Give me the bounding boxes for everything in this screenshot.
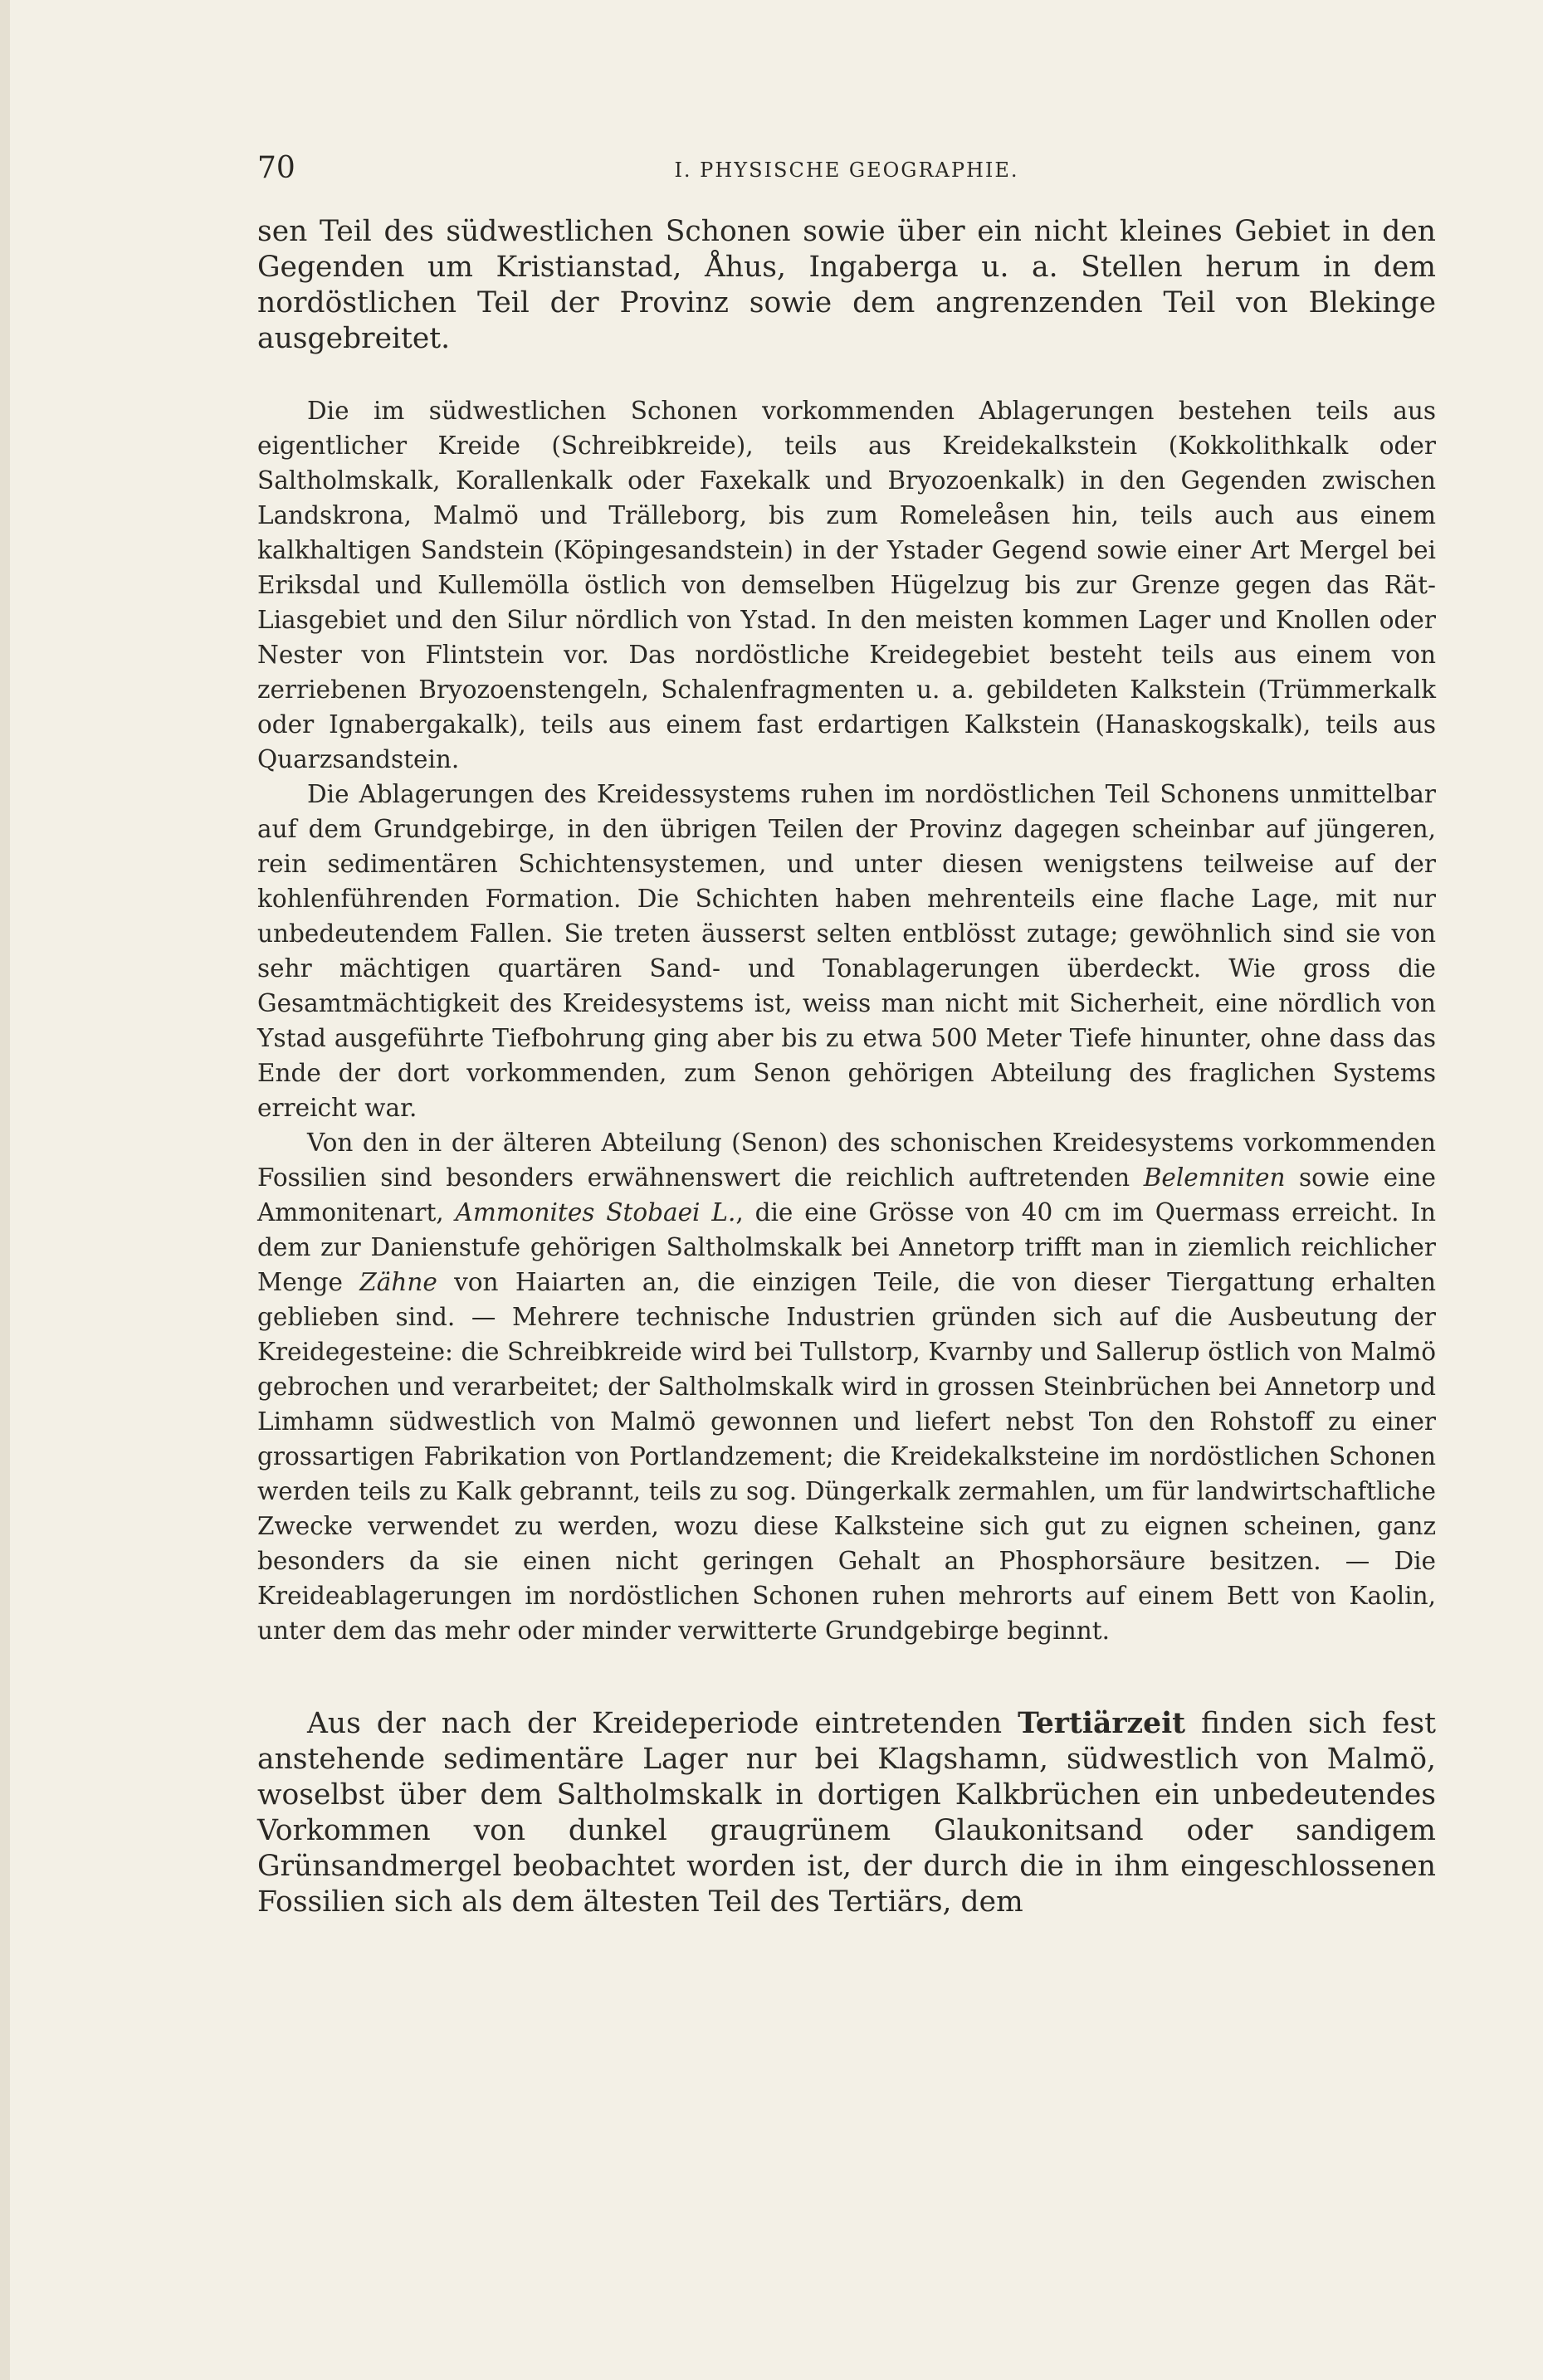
page-header — [257, 148, 1436, 198]
paragraph-kreidesystem-lagerung: Die Ablagerungen des Kreidessystems ruhen im nordöstlichen Teil Schonens unmittelbar auf dem Grundgebirge, in den übrigen Teilen der Provinz dagegen scheinbar auf jüngeren, rein sedimentären Schichtensystemen, und unter diesen wenigstens teilweise auf der kohlenführenden Formation. Die Schichten haben mehrenteils eine flache Lage, mit nur unbedeutendem Fallen. Sie treten äusserst selten entblösst zutage; gewöhnlich sind sie von sehr mächtigen quartären Sand- und Tonablagerungen überdeckt. Wie gross die Gesamtmächtigkeit des Kreidesystems ist, weiss man nicht mit Sicherheit, eine nördlich von Ystad ausgeführte Tiefbohrung ging aber bis zu etwa 500 Meter Tiefe hinunter, ohne dass das Ende der dort vorkommenden, zum Senon gehörigen Abteilung des fraglichen Systems erreicht war. — [257, 780, 1436, 1122]
paragraph-kreide-ablagerungen: Die im südwestlichen Schonen vorkommenden Ablagerungen bestehen teils aus eigentlicher Kreide (Schreibkreide), teils aus Kreidekalkstein (Kokkolithkalk oder Saltholmskalk, Korallenkalk oder Faxekalk und Bryozoenkalk) in den Gegenden zwischen Landskrona, Malmö und Trälleborg, bis zum Romeleåsen hin, teils auch aus einem kalkhaltigen Sandstein (Köpingesandstein) in der Ystader Gegend sowie einer Art Mergel bei Eriksdal und Kullemölla östlich von demselben Hügelzug bis zur Grenze gegen das Rät-Liasgebiet und den Silur nördlich von Ystad. In den meisten kommen Lager und Knollen oder Nester von Flintstein vor. Das nordöstliche Kreidegebiet besteht teils aus einem von zerriebenen Bryozoenstengeln, Schalenfragmenten u. a. gebildeten Kalkstein (Trümmerkalk oder Ignabergakalk), teils aus einem fast erdartigen Kalkstein (Hanaskogskalk), teils aus Quarzsandstein. — [257, 397, 1436, 773]
text-run: sowie eine Ammonitenart, — [257, 1163, 1436, 1227]
paragraph-fossilien-industrie — [257, 1125, 1436, 1648]
paragraph-continuation: sen Teil des südwestlichen Schonen sowie über ein nicht kleines Gebiet in den Gegenden um Kristianstad, Åhus, Ingaberga u. a. Stellen herum in dem nordöstlichen Teil der Provinz sowie dem angrenzenden Teil von Blekinge ausgebreitet. — [257, 215, 1436, 355]
text-run: , die eine Grösse von 40 cm im Quermass erreicht. In dem zur Danienstufe gehörigen Saltholmskalk bei Annetorp trifft man in ziemlich reichlicher Menge — [257, 1198, 1436, 1296]
text-run: von Haiarten an, die einzigen Teile, die von dieser Tiergattung erhalten geblieben sind. — Mehrere technische Industrien gründen sich auf die Ausbeutung der Kreidegesteine: die Schreibkreide wird bei Tullstorp, Kvarnby und Sallerup östlich von Malmö gebrochen und verarbeitet; der Saltholmskalk wird in grossen Steinbrüchen bei Annetorp und Limhamn südwestlich von Malmö gewonnen und liefert nebst Ton den Rohstoff zu einer grossartigen Fabrikation von Portlandzement; die Kreidekalksteine im nordöstlichen Schonen werden teils zu Kalk gebrannt, teils zu sog. Düngerkalk zermahlen, um für landwirtschaftliche Zwecke verwendet zu werden, wozu diese Kalksteine sich gut zu eignen scheinen, ganz besonders da sie einen nicht geringen Gehalt an Phosphorsäure besitzen. — Die Kreideablagerungen im nordöstlichen Schonen ruhen mehrorts auf einem Bett von Kaolin, unter dem das mehr oder minder verwitterte Grundgebirge beginnt. — [257, 1268, 1436, 1645]
paragraph-tertiaerzeit — [257, 1706, 1436, 1920]
text-run: finden sich fest anstehende sedimentäre Lager nur bei Klagshamn, südwestlich von Malmö, woselbst über dem Saltholmskalk in dortigen Kalkbrüchen ein unbedeutendes Vorkommen von dunkel graugrünem Glaukonitsand oder sandigem Grünsandmergel beobachtet worden ist, der durch die in ihm eingeschlossenen Fossilien sich als dem ältesten Teil des Tertiärs, dem — [257, 1707, 1437, 1919]
italic-term-belemniten: Belemniten — [1143, 1163, 1286, 1192]
text-run: Von den in der älteren Abteilung (Senon) des schonischen Kreidesystems vorkommenden Fossilien sind besonders erwähnenswert die reichlich auftretenden — [257, 1129, 1436, 1192]
bold-term-tertiaerzeit: Tertiärzeit — [1018, 1707, 1186, 1740]
page-body — [257, 214, 1436, 1920]
italic-term-ammonites: Ammonites Stobaei L. — [455, 1198, 736, 1227]
page-number: 70 — [257, 151, 295, 185]
text-run: Aus der nach der Kreideperiode eintretenden — [307, 1707, 1018, 1740]
italic-term-zaehne: Zähne — [359, 1268, 437, 1296]
running-head: I. PHYSISCHE GEOGRAPHIE. — [674, 159, 1019, 182]
page-edge — [0, 0, 10, 2380]
